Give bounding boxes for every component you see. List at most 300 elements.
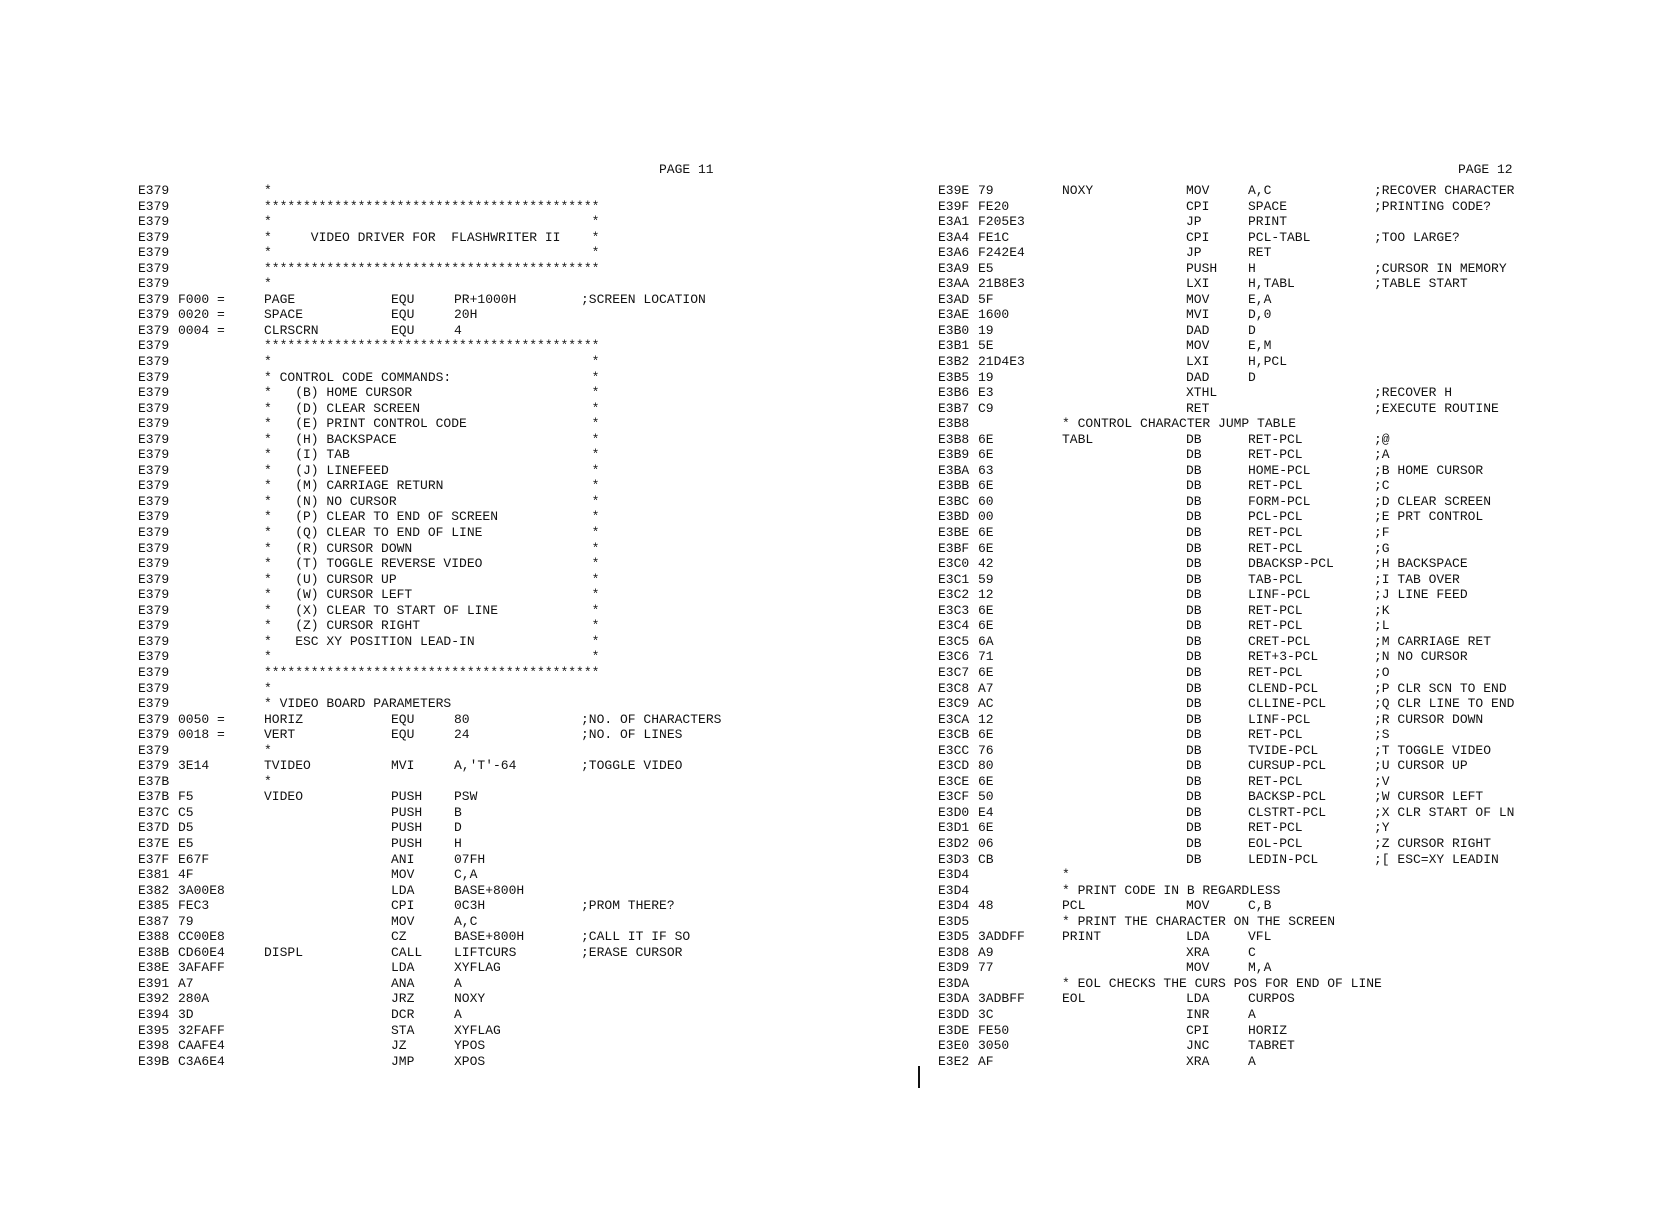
listing-operand: HORIZ xyxy=(1248,1022,1288,1038)
listing-comment: ;D CLEAR SCREEN xyxy=(1374,493,1492,509)
listing-object-code: E67F xyxy=(178,851,210,867)
listing-address: E3C7 xyxy=(938,664,970,680)
listing-object-code: 76 xyxy=(978,742,994,758)
listing-address: E39E xyxy=(938,183,970,198)
listing-address: E392 xyxy=(138,991,170,1007)
listing-address: E379 xyxy=(138,229,170,245)
listing-opcode: PUSH xyxy=(391,820,423,836)
listing-object-code: 00 xyxy=(978,509,994,525)
listing-line xyxy=(938,1038,1578,1054)
listing-opcode: DB xyxy=(1186,711,1202,727)
listing-operand: RET-PCL xyxy=(1248,773,1303,789)
listing-address: E3C5 xyxy=(938,633,970,649)
listing-opcode: CPI xyxy=(391,898,415,914)
listing-operand: RET-PCL xyxy=(1248,618,1303,634)
listing-opcode: XRA xyxy=(1186,944,1210,960)
listing-address: E3D2 xyxy=(938,835,970,851)
listing-object-code: 6E xyxy=(978,447,994,463)
listing-address: E3AA xyxy=(938,276,970,292)
listing-operand: D xyxy=(1248,322,1256,338)
listing-address: E3C3 xyxy=(938,602,970,618)
listing-line xyxy=(138,338,728,354)
listing-line xyxy=(938,960,1578,976)
listing-line xyxy=(938,276,1578,292)
listing-address: E3D0 xyxy=(938,804,970,820)
listing-object-code: 4F xyxy=(178,867,194,883)
listing-opcode: MOV xyxy=(1186,183,1210,198)
listing-address: E382 xyxy=(138,882,170,898)
listing-operand: XYFLAG xyxy=(454,960,501,976)
listing-operand: E,M xyxy=(1248,338,1272,354)
listing-label: * CONTROL CODE COMMANDS: * xyxy=(264,369,600,385)
listing-line xyxy=(938,261,1578,277)
listing-address: E39F xyxy=(938,198,970,214)
listing-comment: ;P CLR SCN TO END xyxy=(1374,680,1507,696)
listing-address: E3B1 xyxy=(938,338,970,354)
listing-operand: 0C3H xyxy=(454,898,486,914)
listing-opcode: DB xyxy=(1186,696,1202,712)
listing-comment: ;TABLE START xyxy=(1374,276,1468,292)
listing-operand: CURSUP-PCL xyxy=(1248,758,1327,774)
listing-object-code: 60 xyxy=(978,493,994,509)
listing-address: E3C9 xyxy=(938,696,970,712)
listing-opcode: DB xyxy=(1186,431,1202,447)
listing-line xyxy=(138,432,728,448)
listing-address: E379 xyxy=(138,431,170,447)
listing-comment: ;C xyxy=(1374,478,1390,494)
listing-object-code: A9 xyxy=(978,944,994,960)
listing-address: E379 xyxy=(138,602,170,618)
listing-operand: E,A xyxy=(1248,291,1272,307)
listing-comment: ;E PRT CONTROL xyxy=(1374,509,1484,525)
listing-line xyxy=(138,494,728,510)
listing-operand: 20H xyxy=(454,307,478,323)
listing-object-code: CD60E4 xyxy=(178,944,225,960)
listing-address: E379 xyxy=(138,680,170,696)
listing-object-code: 50 xyxy=(978,789,994,805)
listing-opcode: DB xyxy=(1186,509,1202,525)
listing-address: E3D1 xyxy=(938,820,970,836)
listing-address: E3AE xyxy=(938,307,970,323)
listing-object-code: 19 xyxy=(978,322,994,338)
listing-opcode: RET xyxy=(1186,400,1210,416)
listing-line xyxy=(938,1007,1578,1023)
listing-address: E37E xyxy=(138,835,170,851)
listing-label: * (D) CLEAR SCREEN * xyxy=(264,400,600,416)
listing-address: E3DE xyxy=(938,1022,970,1038)
listing-opcode: CZ xyxy=(391,929,407,945)
listing-label: PCL xyxy=(1062,898,1086,914)
listing-label: * xyxy=(1062,867,1070,883)
listing-comment: ;O xyxy=(1374,664,1390,680)
listing-object-code: 6A xyxy=(978,633,994,649)
listing-operand: RET-PCL xyxy=(1248,602,1303,618)
listing-address: E379 xyxy=(138,198,170,214)
listing-object-code: 5E xyxy=(978,338,994,354)
listing-opcode: DB xyxy=(1186,540,1202,556)
listing-object-code: CC00E8 xyxy=(178,929,225,945)
listing-address: E3A1 xyxy=(938,214,970,230)
listing-object-code: FE20 xyxy=(978,198,1010,214)
listing-label: * (T) TOGGLE REVERSE VIDEO * xyxy=(264,556,600,572)
listing-opcode: JP xyxy=(1186,214,1202,230)
listing-object-code: 6E xyxy=(978,540,994,556)
listing-operand: TAB-PCL xyxy=(1248,571,1303,587)
listing-address: E3D4 xyxy=(938,867,970,883)
listing-address: E379 xyxy=(138,478,170,494)
listing-object-code: 06 xyxy=(978,835,994,851)
listing-address: E379 xyxy=(138,742,170,758)
listing-operand: PSW xyxy=(454,789,478,805)
listing-comment: ;Q CLR LINE TO END xyxy=(1374,696,1515,712)
listing-address: E379 xyxy=(138,587,170,603)
listing-address: E3D4 xyxy=(938,882,970,898)
listing-operand: H,TABL xyxy=(1248,276,1295,292)
listing-object-code: AF xyxy=(978,1053,994,1069)
listing-operand: RET-PCL xyxy=(1248,727,1303,743)
listing-object-code: FE1C xyxy=(978,229,1010,245)
listing-address: E3B6 xyxy=(938,385,970,401)
listing-address: E391 xyxy=(138,975,170,991)
listing-line xyxy=(938,323,1578,339)
listing-operand: A,C xyxy=(454,913,478,929)
listing-operand: HOME-PCL xyxy=(1248,462,1311,478)
listing-object-code: E5 xyxy=(178,835,194,851)
listing-line xyxy=(938,665,1578,681)
listing-line xyxy=(138,509,728,525)
listing-object-code: 48 xyxy=(978,898,994,914)
listing-line xyxy=(138,649,728,665)
listing-line xyxy=(938,494,1578,510)
listing-line xyxy=(938,572,1578,588)
listing-operand: BASE+800H xyxy=(454,882,525,898)
listing-line xyxy=(138,261,728,277)
listing-opcode: DB xyxy=(1186,804,1202,820)
listing-label: * xyxy=(264,183,272,198)
listing-address: E37D xyxy=(138,820,170,836)
text-cursor-mark xyxy=(918,1066,920,1088)
listing-address: E379 xyxy=(138,462,170,478)
listing-object-code: 42 xyxy=(978,556,994,572)
listing-label: ******************************************* xyxy=(264,338,600,354)
listing-address: E3CC xyxy=(938,742,970,758)
listing-address: E39B xyxy=(138,1053,170,1069)
listing-object-code: 6E xyxy=(978,773,994,789)
listing-operand: D xyxy=(1248,369,1256,385)
listing-line xyxy=(138,820,728,836)
listing-comment: ;CURSOR IN MEMORY xyxy=(1374,260,1507,276)
listing-address: E3CA xyxy=(938,711,970,727)
listing-address: E3DA xyxy=(938,975,970,991)
listing-address: E379 xyxy=(138,758,170,774)
listing-opcode: PUSH xyxy=(391,835,423,851)
listing-address: E3B5 xyxy=(938,369,970,385)
listing-address: E3B0 xyxy=(938,322,970,338)
listing-line xyxy=(138,774,728,790)
listing-line xyxy=(938,338,1578,354)
listing-object-code: 21B8E3 xyxy=(978,276,1025,292)
listing-comment: ;W CURSOR LEFT xyxy=(1374,789,1484,805)
listing-address: E3B2 xyxy=(938,354,970,370)
listing-line xyxy=(138,183,728,199)
listing-line xyxy=(938,883,1578,899)
listing-address: E3C4 xyxy=(938,618,970,634)
listing-opcode: PUSH xyxy=(391,804,423,820)
listing-operand: LINF-PCL xyxy=(1248,587,1311,603)
listing-opcode: DB xyxy=(1186,633,1202,649)
listing-opcode: MOV xyxy=(391,867,415,883)
listing-operand: RET-PCL xyxy=(1248,525,1303,541)
listing-comment: ;F xyxy=(1374,525,1390,541)
listing-address: E379 xyxy=(138,649,170,665)
listing-operand: TVIDE-PCL xyxy=(1248,742,1319,758)
listing-line xyxy=(938,805,1578,821)
listing-label: * (P) CLEAR TO END OF SCREEN * xyxy=(264,509,600,525)
listing-line xyxy=(138,1023,728,1039)
listing-opcode: DB xyxy=(1186,835,1202,851)
listing-operand: XPOS xyxy=(454,1053,486,1069)
listing-line xyxy=(938,649,1578,665)
listing-operand: RET-PCL xyxy=(1248,431,1303,447)
listing-object-code: 6E xyxy=(978,431,994,447)
listing-line xyxy=(938,541,1578,557)
listing-object-code: 3E14 xyxy=(178,758,210,774)
listing-line xyxy=(938,696,1578,712)
listing-opcode: DCR xyxy=(391,1006,415,1022)
listing-address: E379 xyxy=(138,291,170,307)
listing-opcode: DB xyxy=(1186,664,1202,680)
listing-comment: ;RECOVER H xyxy=(1374,385,1453,401)
listing-opcode: DB xyxy=(1186,618,1202,634)
listing-operand: 07FH xyxy=(454,851,486,867)
listing-address: E3CB xyxy=(938,727,970,743)
listing-opcode: DB xyxy=(1186,789,1202,805)
listing-label: VIDEO xyxy=(264,789,304,805)
listing-line xyxy=(138,681,728,697)
listing-opcode: MOV xyxy=(1186,291,1210,307)
listing-opcode: JRZ xyxy=(391,991,415,1007)
listing-opcode: CALL xyxy=(391,944,423,960)
listing-address: E3D8 xyxy=(938,944,970,960)
listing-address: E381 xyxy=(138,867,170,883)
listing-address: E3A4 xyxy=(938,229,970,245)
listing-line xyxy=(138,541,728,557)
listing-object-code: 80 xyxy=(978,758,994,774)
listing-opcode: MOV xyxy=(391,913,415,929)
listing-line xyxy=(138,276,728,292)
listing-comment: ;SCREEN LOCATION xyxy=(581,291,706,307)
listing-label: ******************************************* xyxy=(264,198,600,214)
listing-object-code: 6E xyxy=(978,602,994,618)
listing-operand: RET xyxy=(1248,245,1272,261)
listing-line xyxy=(938,478,1578,494)
listing-line xyxy=(138,572,728,588)
listing-address: E379 xyxy=(138,618,170,634)
listing-address: E379 xyxy=(138,696,170,712)
listing-address: E379 xyxy=(138,525,170,541)
listing-line xyxy=(138,370,728,386)
listing-comment: ;PROM THERE? xyxy=(581,898,675,914)
listing-comment: ;I TAB OVER xyxy=(1374,571,1460,587)
listing-operand: 24 xyxy=(454,727,470,743)
listing-opcode: DB xyxy=(1186,680,1202,696)
listing-opcode: INR xyxy=(1186,1006,1210,1022)
listing-operand: RET-PCL xyxy=(1248,820,1303,836)
listing-line xyxy=(138,323,728,339)
listing-object-code: D5 xyxy=(178,820,194,836)
listing-label: * (E) PRINT CONTROL CODE * xyxy=(264,416,600,432)
listing-line xyxy=(138,852,728,868)
listing-line xyxy=(938,727,1578,743)
listing-opcode: EQU xyxy=(391,711,415,727)
listing-line xyxy=(138,991,728,1007)
listing-opcode: CPI xyxy=(1186,229,1210,245)
listing-address: E385 xyxy=(138,898,170,914)
listing-opcode: JMP xyxy=(391,1053,415,1069)
listing-label: * VIDEO BOARD PARAMETERS xyxy=(264,696,452,712)
listing-address: E3BE xyxy=(938,525,970,541)
listing-operand: VFL xyxy=(1248,929,1272,945)
listing-line xyxy=(138,245,728,261)
listing-object-code: 63 xyxy=(978,462,994,478)
listing-address: E3AD xyxy=(938,291,970,307)
listing-label: * (B) HOME CURSOR * xyxy=(264,385,600,401)
listing-opcode: DB xyxy=(1186,602,1202,618)
listing-opcode: XTHL xyxy=(1186,385,1218,401)
listing-line xyxy=(938,743,1578,759)
listing-label: HORIZ xyxy=(264,711,304,727)
listing-address: E379 xyxy=(138,556,170,572)
listing-object-code: 77 xyxy=(978,960,994,976)
listing-address: E379 xyxy=(138,369,170,385)
listing-label: * * xyxy=(264,354,600,370)
listing-opcode: DAD xyxy=(1186,322,1210,338)
listing-line xyxy=(938,183,1578,199)
listing-object-code: 12 xyxy=(978,587,994,603)
listing-opcode: DB xyxy=(1186,851,1202,867)
listing-operand: A xyxy=(1248,1006,1256,1022)
listing-label: * PRINT CODE IN B REGARDLESS xyxy=(1062,882,1281,898)
listing-line xyxy=(938,758,1578,774)
listing-address: E3DA xyxy=(938,991,970,1007)
listing-operand: RET-PCL xyxy=(1248,478,1303,494)
listing-comment: ;@ xyxy=(1374,431,1390,447)
listing-label: PRINT xyxy=(1062,929,1102,945)
listing-label: DISPL xyxy=(264,944,304,960)
listing-comment: ;V xyxy=(1374,773,1390,789)
listing-line xyxy=(138,883,728,899)
listing-comment: ;Z CURSOR RIGHT xyxy=(1374,835,1492,851)
listing-address: E379 xyxy=(138,214,170,230)
listing-line xyxy=(138,665,728,681)
listing-operand: C xyxy=(1248,944,1256,960)
listing-address: E379 xyxy=(138,354,170,370)
listing-comment: ;S xyxy=(1374,727,1390,743)
listing-line xyxy=(138,478,728,494)
listing-object-code: CAAFE4 xyxy=(178,1038,225,1054)
listing-opcode: LDA xyxy=(1186,929,1210,945)
listing-operand: C,A xyxy=(454,867,478,883)
listing-address: E3B8 xyxy=(938,431,970,447)
listing-address: E3BC xyxy=(938,493,970,509)
listing-line xyxy=(138,307,728,323)
listing-comment: ;R CURSOR DOWN xyxy=(1374,711,1484,727)
listing-address: E379 xyxy=(138,276,170,292)
listing-object-code: 6E xyxy=(978,525,994,541)
listing-line xyxy=(938,416,1578,432)
listing-page-right xyxy=(938,155,1578,1069)
listing-address: E3C2 xyxy=(938,587,970,603)
listing-operand: A xyxy=(454,975,462,991)
listing-comment: ;EXECUTE ROUTINE xyxy=(1374,400,1499,416)
listing-opcode: DAD xyxy=(1186,369,1210,385)
listing-address: E3E0 xyxy=(938,1038,970,1054)
listing-label: CLRSCRN xyxy=(264,322,319,338)
listing-opcode: DB xyxy=(1186,525,1202,541)
listing-label: * xyxy=(264,742,272,758)
listing-operand: PRINT xyxy=(1248,214,1288,230)
listing-opcode: STA xyxy=(391,1022,415,1038)
listing-address: E395 xyxy=(138,1022,170,1038)
listing-line xyxy=(138,230,728,246)
listing-label: TVIDEO xyxy=(264,758,311,774)
listing-object-code: 0018 = xyxy=(178,727,225,743)
listing-label: * xyxy=(264,276,272,292)
listing-opcode: ANI xyxy=(391,851,415,867)
listing-comment: ;H BACKSPACE xyxy=(1374,556,1468,572)
listing-address: E38E xyxy=(138,960,170,976)
listing-line xyxy=(938,852,1578,868)
listing-operand: LINF-PCL xyxy=(1248,711,1311,727)
listing-address: E37B xyxy=(138,789,170,805)
listing-line xyxy=(938,401,1578,417)
listing-object-code: FE50 xyxy=(978,1022,1010,1038)
listing-object-code: 79 xyxy=(178,913,194,929)
listing-comment: ;PRINTING CODE? xyxy=(1374,198,1492,214)
listing-address: E3DD xyxy=(938,1006,970,1022)
listing-address: E379 xyxy=(138,540,170,556)
listing-opcode: EQU xyxy=(391,727,415,743)
listing-comment: ;[ ESC=XY LEADIN xyxy=(1374,851,1499,867)
listing-opcode: DB xyxy=(1186,571,1202,587)
listing-opcode: CPI xyxy=(1186,1022,1210,1038)
listing-label: * (I) TAB * xyxy=(264,447,600,463)
listing-object-code: A7 xyxy=(178,975,194,991)
listing-object-code: F205E3 xyxy=(978,214,1025,230)
listing-address: E3B9 xyxy=(938,447,970,463)
listing-object-code: 0050 = xyxy=(178,711,225,727)
listing-address: E3B8 xyxy=(938,416,970,432)
listing-line xyxy=(938,447,1578,463)
listing-operand: DBACKSP-PCL xyxy=(1248,556,1334,572)
listing-line xyxy=(138,1007,728,1023)
listing-address: E3C1 xyxy=(938,571,970,587)
listing-operand: D xyxy=(454,820,462,836)
listing-opcode: DB xyxy=(1186,478,1202,494)
listing-address: E3CF xyxy=(938,789,970,805)
listing-opcode: EQU xyxy=(391,322,415,338)
listing-opcode: DB xyxy=(1186,727,1202,743)
listing-opcode: JP xyxy=(1186,245,1202,261)
listing-line xyxy=(138,789,728,805)
listing-opcode: XRA xyxy=(1186,1053,1210,1069)
listing-operand: A xyxy=(1248,1053,1256,1069)
listing-line xyxy=(138,914,728,930)
listing-line xyxy=(138,1054,728,1070)
listing-address: E379 xyxy=(138,416,170,432)
listing-label: * xyxy=(264,680,272,696)
listing-address: E379 xyxy=(138,509,170,525)
